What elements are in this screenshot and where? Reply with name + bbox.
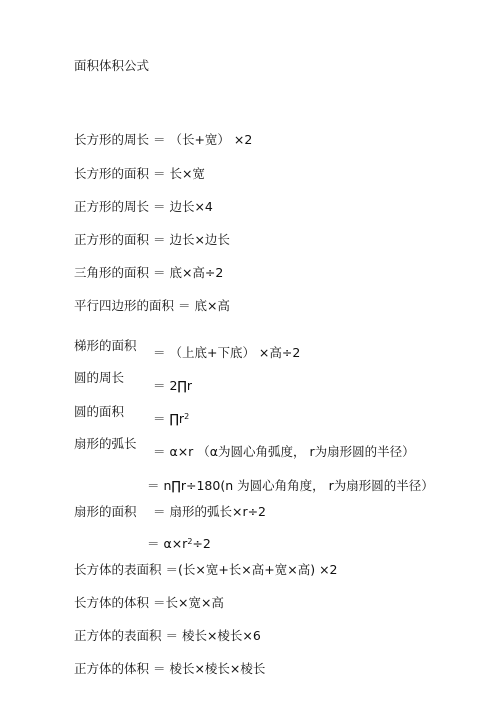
- formula-sector-arc-label: 扇形的弧长: [74, 436, 137, 451]
- formula-trapezoid-area-expr: ＝ （上底+下底） ×高÷2: [153, 345, 301, 360]
- formula-trapezoid-area-label: 梯形的面积: [74, 338, 137, 353]
- formula-parallelogram-area: 平行四边形的面积 ＝ 底×高: [74, 298, 230, 313]
- formula-cuboid-surface-area: 长方体的表面积 ＝(长×宽+长×高+宽×高) ×2: [74, 562, 338, 577]
- square-exponent: 2: [187, 537, 193, 546]
- formula-rectangle-perimeter: 长方形的周长 ＝ （长+宽） ×2: [74, 132, 253, 147]
- formula-cube-surface-area: 正方体的表面积 ＝ 棱长×棱长×6: [74, 628, 261, 643]
- formula-sector-area-label: 扇形的面积: [74, 504, 137, 519]
- formula-triangle-area: 三角形的面积 ＝ 底×高÷2: [74, 265, 224, 280]
- formula-circle-area-expr: ＝ $\prod r^2$: [153, 411, 190, 426]
- formula-circle-circumference-label: 圆的周长: [74, 370, 125, 385]
- formula-circle-area-label: 圆的面积: [74, 404, 125, 419]
- formula-rectangle-area: 长方形的面积 ＝ 长×宽: [74, 166, 205, 181]
- formula-square-perimeter: 正方形的周长 ＝ 边长×4: [74, 199, 213, 214]
- formula-square-area: 正方形的面积 ＝ 边长×边长: [74, 232, 230, 247]
- square-exponent: 2: [184, 412, 190, 421]
- formula-sector-area-expr: ＝ 扇形的弧长×r÷2: [153, 504, 267, 519]
- formula-sector-arc-expr-degree: ＝ n∏r÷180(n 为圆心角角度， r为扇形圆的半径）: [147, 478, 434, 493]
- formula-cuboid-volume: 长方体的体积 ＝长×宽×高: [74, 595, 224, 610]
- formula-cube-volume: 正方体的体积 ＝ 棱长×棱长×棱长: [74, 661, 266, 676]
- formula-circle-circumference-expr: ＝ 2∏r: [153, 378, 193, 393]
- page-title: 面积体积公式: [74, 58, 150, 73]
- formula-sector-area-expr-alt: ＝ $\alpha\times r^2\div 2$: [147, 536, 211, 551]
- formula-sector-arc-expr-radian: ＝ α×r （α为圆心角弧度， r为扇形圆的半径）: [153, 444, 415, 459]
